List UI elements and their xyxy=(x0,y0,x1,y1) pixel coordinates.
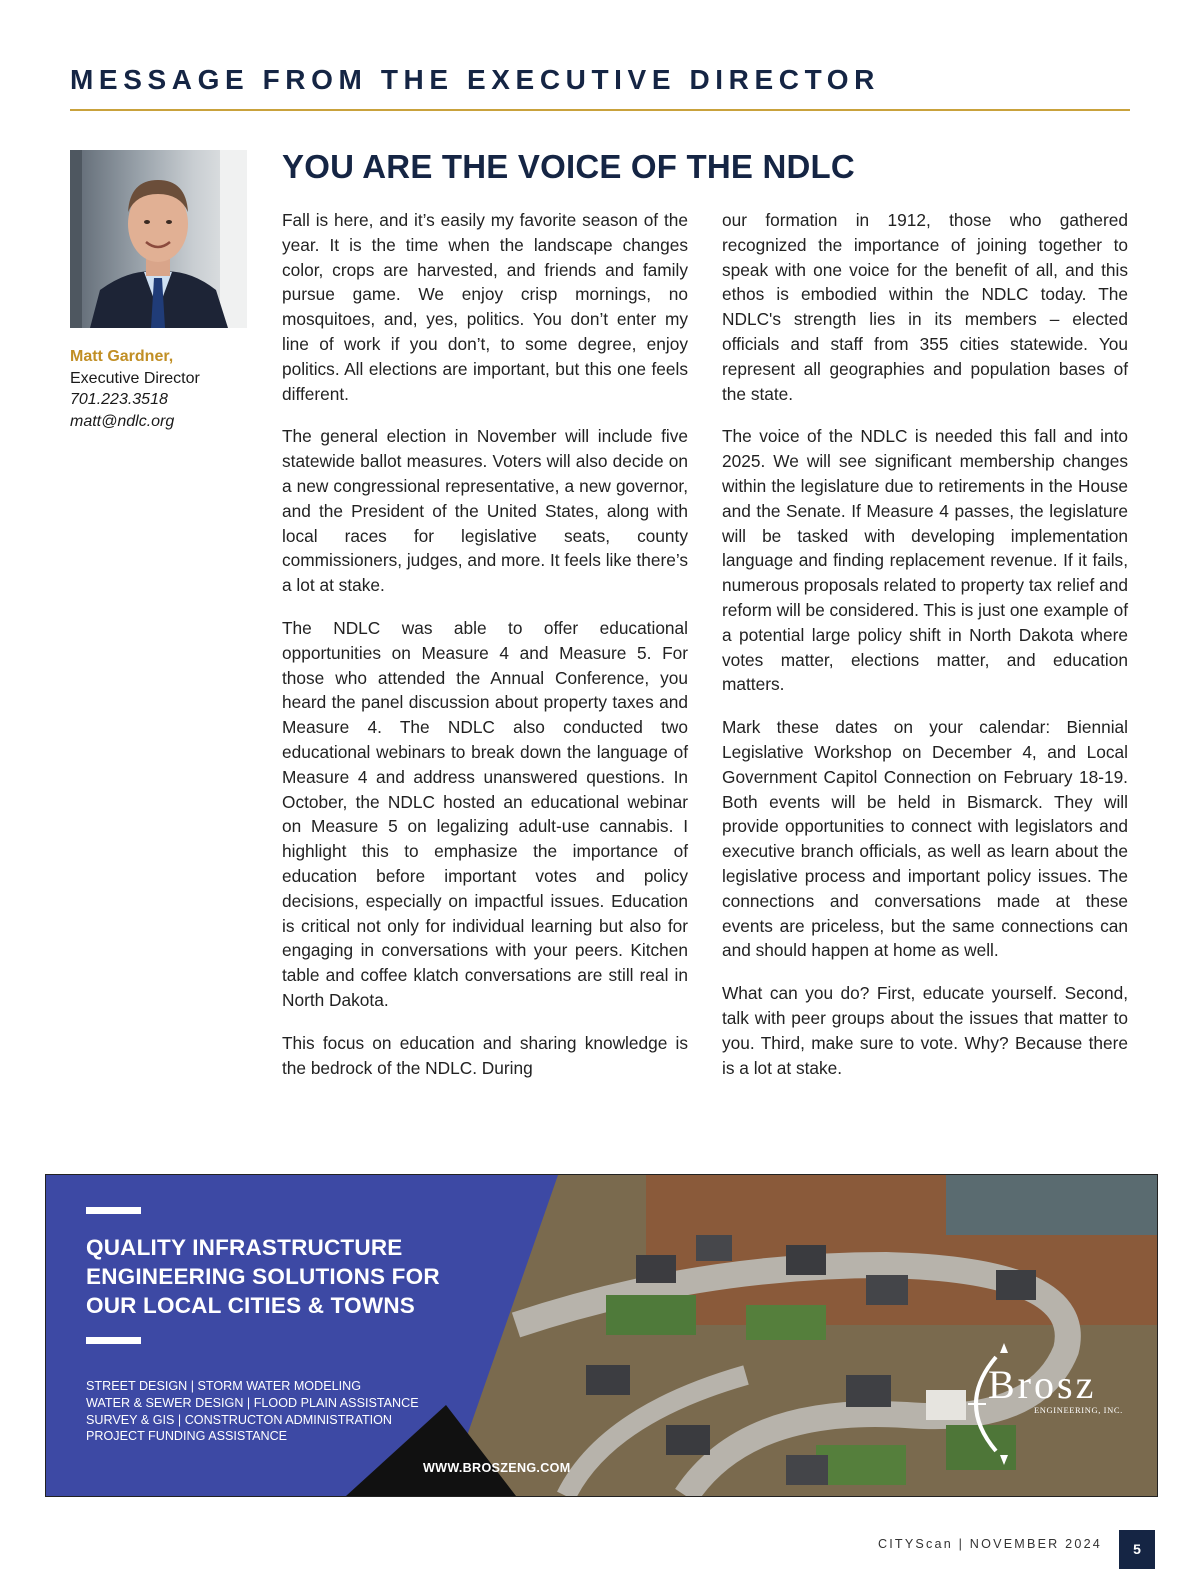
ad-services-list: STREET DESIGN | STORM WATER MODELING WATER & SEWER DESIGN | FLOOD PLAIN ASSISTANCE SURVEY & GIS | CONSTRUCTON ADMINISTRATION PROJECT FUNDING ASSISTANCE xyxy=(86,1379,419,1444)
advertisement-banner[interactable] xyxy=(45,1174,1158,1497)
article-column-right xyxy=(722,208,1128,1098)
article-paragraph: The general election in November will include five statewide ballot measures. Voters will also decide on a new congressional representative, a new governor, and the President of the United States, along with local races for legislative seats, county commissioners, judges, and more. It feels like there’s a lot at stake. xyxy=(282,426,688,596)
article-paragraph: Fall is here, and it’s easily my favorite season of the year. It is the time when the landscape changes color, crops are harvested, and friends and family pursue game. We enjoy crisp mornings, no mosquitoes, and, yes, politics. You don’t enter my line of work if you don’t, to some degree, enjoy politics. All elections are important, but this one feels different. xyxy=(282,210,688,404)
brand-name: Brosz xyxy=(988,1362,1097,1407)
section-title: MESSAGE FROM THE EXECUTIVE DIRECTOR xyxy=(70,64,880,95)
article-paragraph: our formation in 1912, those who gathered recognized the importance of joining together to speak with one voice for the benefit of all, and this ethos is embodied within the NDLC today. The NDLC's strength lies in its members – elected officials and staff from 355 cities statewide. You represent all geographies and population bases of the state. xyxy=(722,210,1128,404)
article-column-left xyxy=(282,208,688,1098)
brosz-logo xyxy=(948,1339,1148,1469)
ad-decorative-bar xyxy=(86,1207,141,1214)
author-info xyxy=(70,346,250,432)
article-paragraph: The voice of the NDLC is needed this fall and into 2025. We will see significant membership changes within the legislature due to retirements in the House and the Senate. If Measure 4 passes, the legislature will be tasked with developing implementation language and finding replacement revenue. If it fails, numerous proposals related to property tax relief and reform will be considered. This is just one example of a potential large policy shift in North Dakota where votes matter, elections matter, and education matters. xyxy=(722,426,1128,695)
section-divider xyxy=(70,109,1130,111)
page-number: 5 xyxy=(1119,1530,1155,1569)
article-paragraph: The NDLC was able to offer educational opportunities on Measure 4 and Measure 5. For those who attended the Annual Conference, you heard the panel discussion about property taxes and Measure 4. The NDLC also conducted two educational webinars to break down the language of Measure 4 and address unanswered questions. In October, the NDLC hosted an educational webinar on Measure 5 on legalizing adult-use cannabis. I highlight this to emphasize the importance of education before important votes and policy decisions, especially on impactful issues. Education is critical not only for individual learning but also for engaging in conversations with your peers. Kitchen table and coffee klatch conversations are still real in North Dakota. xyxy=(282,617,688,1010)
ad-headline: QUALITY INFRASTRUCTURE ENGINEERING SOLUTIONS FOR OUR LOCAL CITIES & TOWNS xyxy=(86,1235,440,1318)
article-paragraph: This focus on education and sharing knowledge is the bedrock of the NDLC. During xyxy=(282,1032,688,1078)
author-photo xyxy=(70,150,247,328)
article-paragraph: What can you do? First, educate yourself. Second, talk with peer groups about the issues that matter to you. Third, make sure to vote. Why? Because there is a lot at stake. xyxy=(722,983,1128,1078)
author-name: Matt Gardner, xyxy=(70,348,174,365)
brand-subtitle: ENGINEERING, INC. xyxy=(1034,1405,1123,1415)
footer-publication: CITYScan | NOVEMBER 2024 xyxy=(877,1537,1102,1551)
author-phone: 701.223.3518 xyxy=(70,391,168,408)
article-headline: YOU ARE THE VOICE OF THE NDLC xyxy=(282,148,855,185)
ad-decorative-bar xyxy=(86,1337,141,1344)
ad-website-link[interactable]: WWW.BROSZENG.COM xyxy=(423,1461,571,1475)
author-email[interactable]: matt@ndlc.org xyxy=(70,412,175,430)
author-role: Executive Director xyxy=(70,369,200,387)
article-paragraph: Mark these dates on your calendar: Biennial Legislative Workshop on December 4, and Local Government Capitol Connection on February 18-19. Both events will be held in Bismarck. They will provide opportunities to connect with legislators and executive branch officials, as well as learn about the legislative process and important policy issues. The connections and conversations made at these events are priceless, but the same connections can and should happen at home as well. xyxy=(722,717,1128,961)
